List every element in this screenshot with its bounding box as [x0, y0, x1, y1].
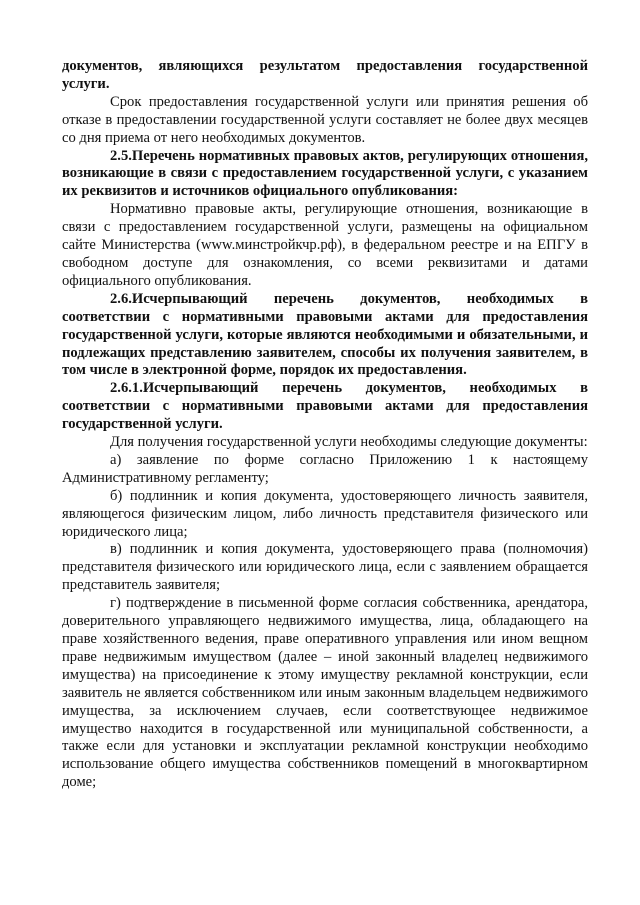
- list-item-v: в) подлинник и копия документа, удостоверяющего права (полномочия) представителя физического или юридического лица, если с заявлением обращается представитель заявителя;: [62, 541, 588, 594]
- list-item-g: г) подтверждение в письменной форме согласия собственника, арендатора, доверительного управляющего недвижимого имущества, лица, обладающего на праве хозяйственного ведения, праве оперативного управления или ином вещном праве недвижимым имуществом (далее – иной законный владелец недвижимого имущества) на присоединение к этому имуществу рекламной конструкции, если заявитель не является собственником или иным законным владельцем недвижимого имущества, за исключением случаев, если соответствующее недвижимое имущество находится в государственной или муниципальной собственности, а также если для установки и эксплуатации рекламной конструкции необходимо использование общего имущества собственников помещений в многоквартирном доме;: [62, 595, 588, 791]
- paragraph-required-docs: Для получения государственной услуги необходимы следующие документы:: [110, 434, 588, 451]
- list-item-b: б) подлинник и копия документа, удостоверяющего личность заявителя, являющегося физическим лицом, либо личность представителя физического или юридического лица;: [62, 487, 588, 540]
- paragraph-deadline: Срок предоставления государственной услуги или принятия решения об отказе в предоставлении государственной услуги составляет не более двух месяцев со дня приема от него необходимых документов.: [62, 93, 588, 146]
- list-item-a: а) заявление по форме согласно Приложению 1 к настоящему Административному регламенту;: [62, 451, 588, 486]
- continued-heading: документов, являющихся результатом предоставления государственной услуги.: [62, 58, 588, 92]
- section-heading-2-6: 2.6.Исчерпывающий перечень документов, необходимых в соответствии с нормативными правовыми актами для предоставления государственной услуги, которые являются необходимыми и обязательными, и подлежащих представлению заявителем, способы их получения заявителем, в том числе в электронной форме, порядок их предоставления.: [62, 290, 588, 379]
- document-page: [62, 58, 588, 792]
- paragraph-legal-acts: Нормативно правовые акты, регулирующие отношения, возникающие в связи с предоставлением государственной услуги, размещены на официальном сайте Министерства (www.минстройкчр.рф), в федеральном реестре и на ЕПГУ в свободном доступе для ознакомления, со всеми реквизитами и датами официального опубликования.: [62, 201, 588, 289]
- section-heading-2-5: 2.5.Перечень нормативных правовых актов, регулирующих отношения, возникающие в связи с предоставлением государственной услуги, с указанием их реквизитов и источников официального опубликования:: [62, 147, 588, 200]
- section-heading-2-6-1: 2.6.1.Исчерпывающий перечень документов, необходимых в соответствии с нормативными правовыми актами для предоставления государственной услуги.: [62, 380, 588, 433]
